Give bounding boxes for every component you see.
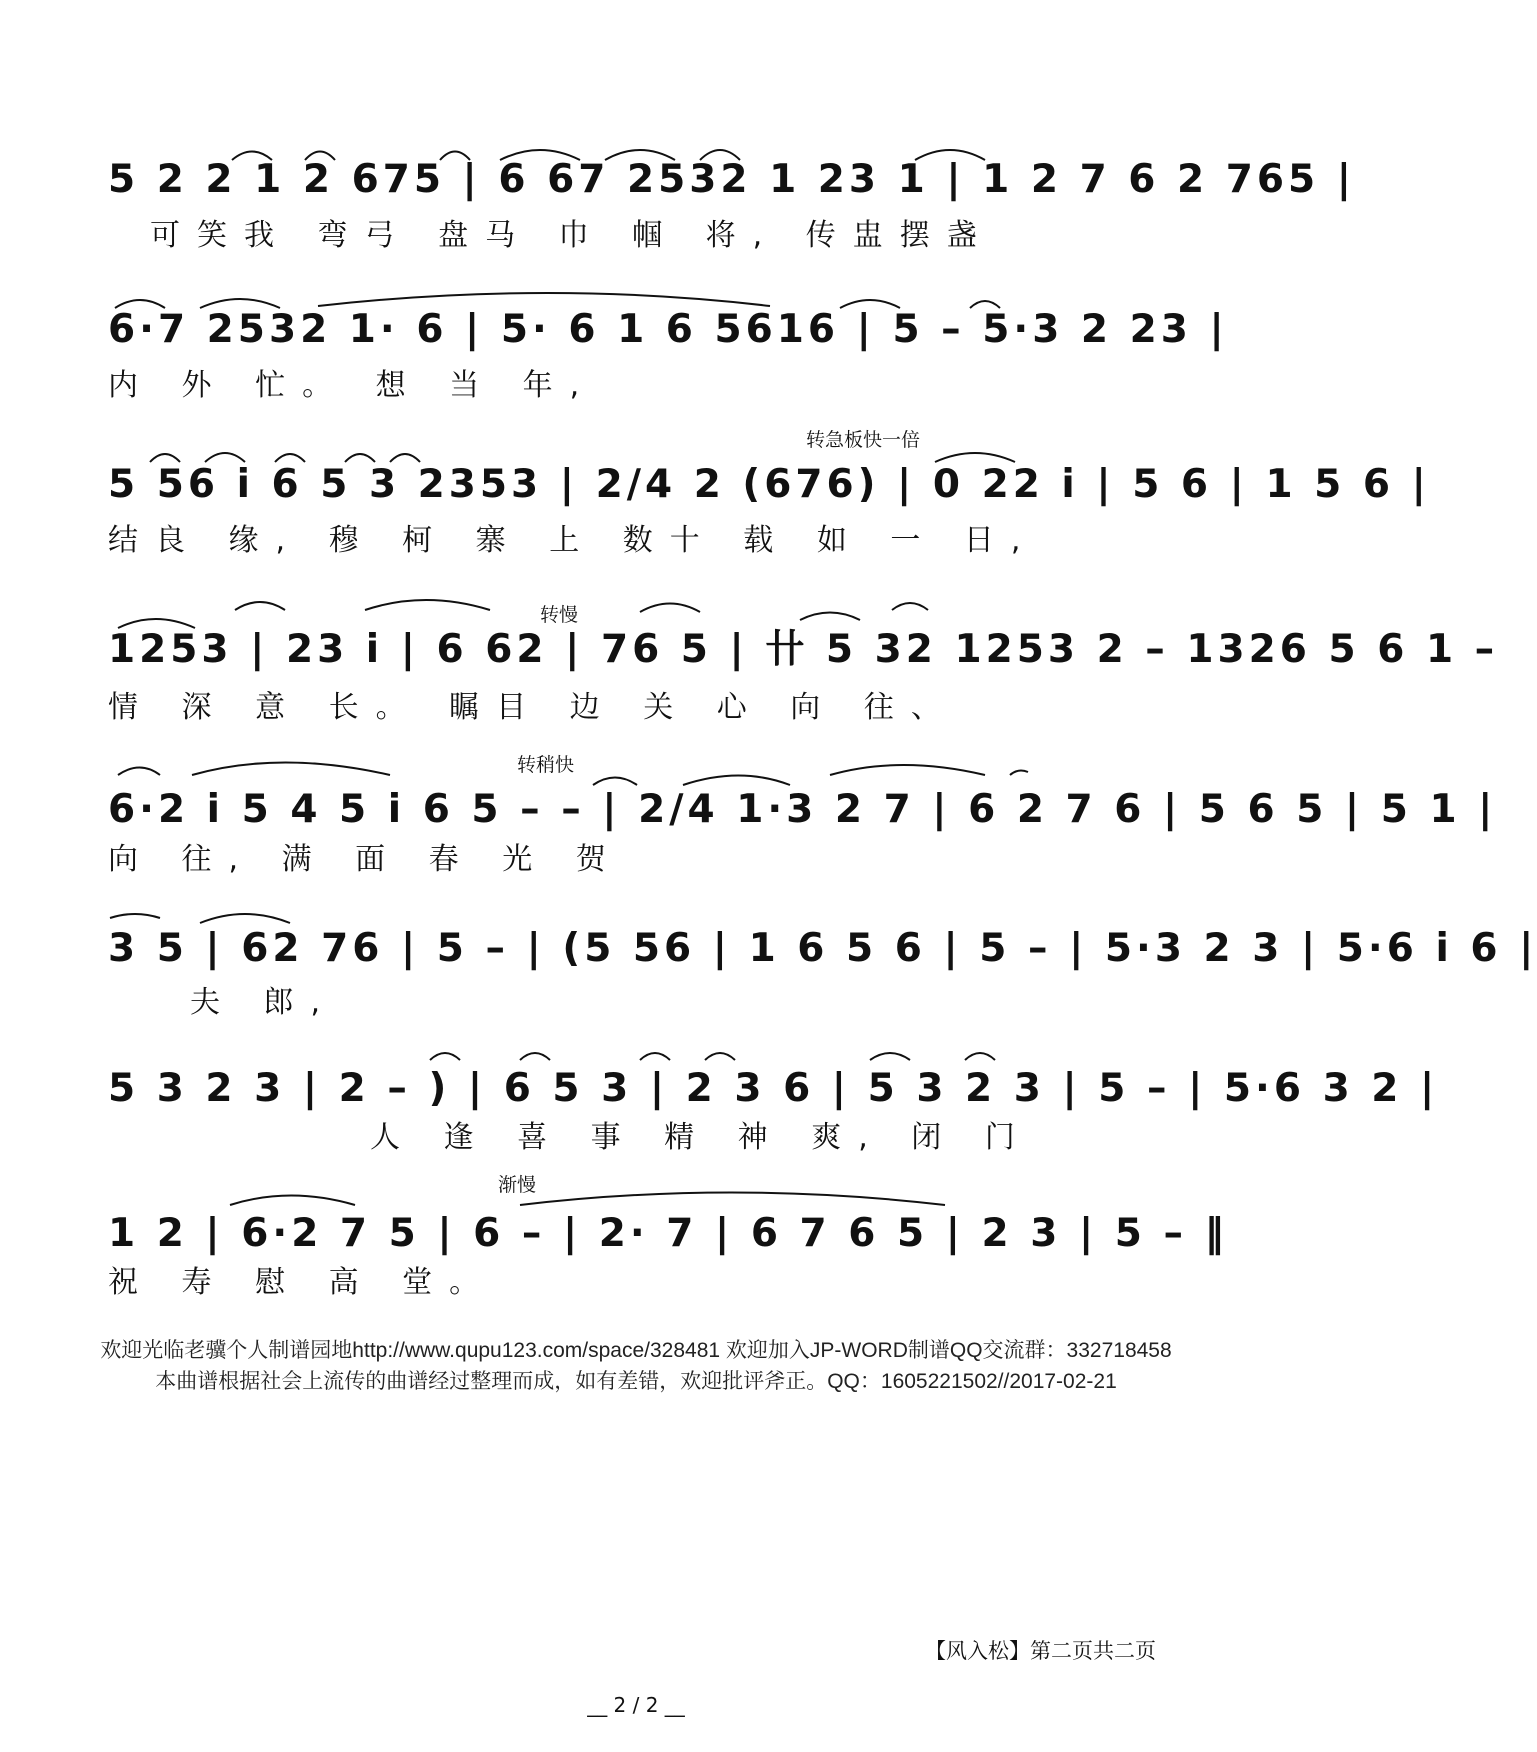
page-number [0,1693,1272,1717]
page-number-text: 2 / 2 [613,1693,659,1717]
footer-line-2: 本曲谱根据社会上流传的曲谱经过整理而成，如有差错，欢迎批评斧正。QQ：1605221502//2017-02-21 [155,1370,1117,1393]
notation-text: 3 5 | 62 76 | 5 – | (5 56 | 1 6 5 6 | 5 – | 5·3 2 3 | 5·6 i 6 | [108,926,1537,971]
lyrics-text: 可笑我 弯弓 盘马 巾 帼 将, 传盅摆盏 [150,218,994,253]
lyrics-text: 情 深 意 长。 瞩目 边 关 心 向 往、 [108,690,958,725]
notation-text: 5 56 i 6 5 3 2353 | 2/4 2 (676) | 0 22 i | 5 6 | 1 5 6 | [108,462,1430,507]
tempo-mark: 渐慢 [498,1174,537,1196]
tempo-mark: 转急板快一倍 [806,429,921,451]
notation-text: 1253 | 23 i | 6 62 | 76 5 | 卄 5 32 1253 2 – 1326 5 6 1 – [108,627,1499,672]
notation-text: 6·2 i 5 4 5 i 6 5 – – | 2/4 1·3 2 7 | 6 2 7 6 | 5 6 5 | 5 1 | [108,787,1497,832]
notation-text: 5 3 2 3 | 2 – ) | 6 5 3 | 2 3 6 | 5 3 2 3 | 5 – | 5·6 3 2 | [108,1066,1439,1111]
page-label: 【风入松】第二页共二页 [925,1639,1156,1663]
footer-line-1: 欢迎光临老骥个人制谱园地http://www.qupu123.com/space/328481 欢迎加入JP-WORD制谱QQ交流群：332718458 [100,1339,1172,1362]
page-number-rule: __ [587,1693,614,1717]
lyrics-text: 祝 寿 慰 高 堂。 [108,1265,497,1300]
notation-text: 5 2 2 1 2 675 | 6 67 2532 1 23 1 | 1 2 7 6 2 765 | [108,157,1355,202]
page-number-rule: __ [658,1693,685,1717]
lyrics-text: 人 逢 喜 事 精 神 爽, 闭 门 [370,1120,1032,1155]
tempo-mark: 转慢 [540,604,579,626]
tempo-mark: 转稍快 [517,754,575,776]
notation-text: 6·7 2532 1· 6 | 5· 6 1 6 5616 | 5 – 5·3 2 23 | [108,307,1228,352]
notation-text: 1 2 | 6·2 7 5 | 6 – | 2· 7 | 6 7 6 5 | 2 3 | 5 – ‖ [108,1211,1229,1256]
lyrics-text: 夫 郎, [190,985,338,1020]
lyrics-text: 向 往, 满 面 春 光 贺 [108,842,623,877]
lyrics-text: 结良 缘, 穆 柯 寨 上 数十 载 如 一 日, [108,523,1038,558]
lyrics-text: 内 外 忙。 想 当 年, [108,368,597,403]
